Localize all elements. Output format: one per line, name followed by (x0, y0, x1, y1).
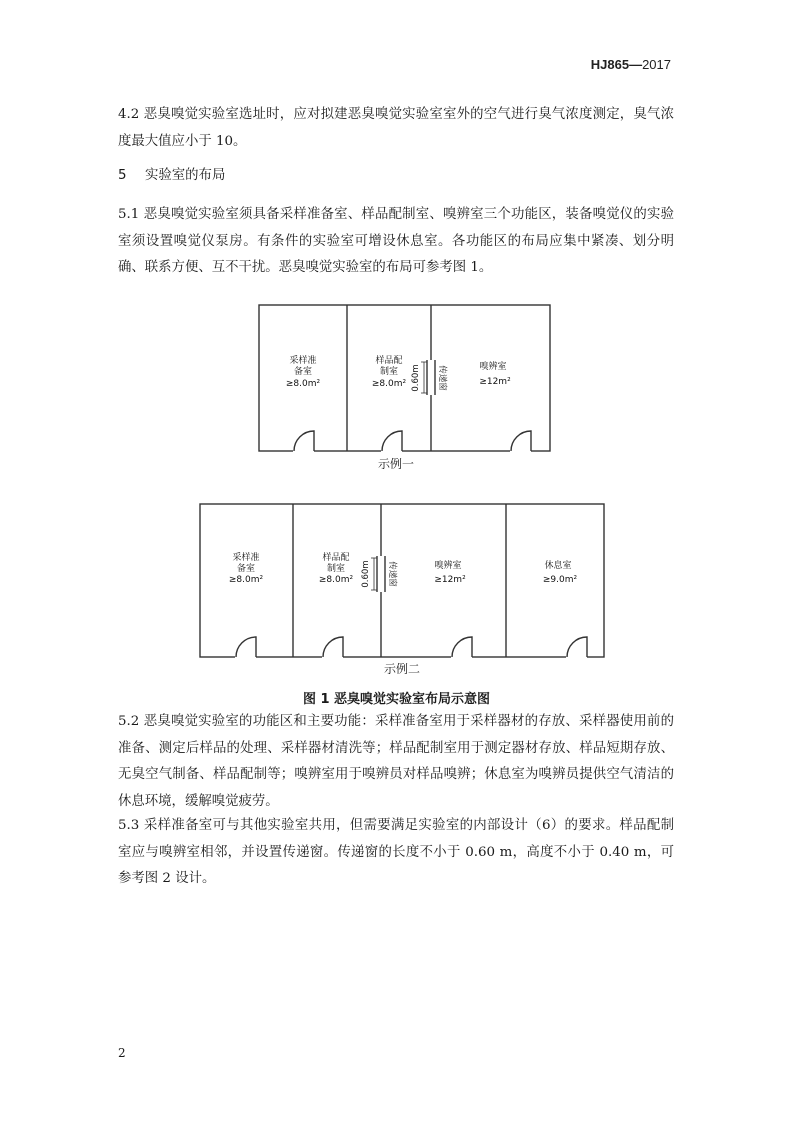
room-label: 采样准 (232, 553, 260, 563)
header-dash: — (629, 57, 643, 72)
page-number: 2 (118, 1046, 126, 1060)
room-area: ≥9.0m² (542, 575, 578, 585)
figure-caption: 图 1 恶臭嗅觉实验室布局示意图 (302, 692, 491, 707)
room-area: ≥8.0m² (285, 379, 321, 389)
paragraph-5-2: 5.2 恶臭嗅觉实验室的功能区和主要功能：采样准备室用于采样器材的存放、采样器使用前的准备、测定后样品的处理、采样器材清洗等；样品配制室用于测定器材存放、样品短期存放、无臭空气制备、样品配制等；嗅辨室用于嗅辨员对样品嗅辨；休息室为嗅辨员提供空气清洁的休息环境，缓解嗅觉疲劳。 (118, 714, 674, 809)
room-label: 制室 (326, 564, 346, 574)
room-area: ≥8.0m² (318, 575, 354, 585)
room-label: 样品配 (375, 356, 403, 366)
room-label: 制室 (379, 367, 399, 377)
room-label: 备室 (236, 564, 256, 574)
room-label: 休息室 (544, 561, 572, 571)
door-icon (323, 637, 343, 657)
room-area: ≥8.0m² (371, 379, 407, 389)
example1-label: 示例一 (377, 457, 414, 471)
paragraph-5-1: 5.1 恶臭嗅觉实验室须具备采样准备室、样品配制室、嗅辨室三个功能区，装备嗅觉仪的实验室须设置嗅觉仪泵房。有条件的实验室可增设休息室。各功能区的布局应集中紧凑、划分明确、联系方便、互不干扰。恶臭嗅觉实验室的布局可参考图 1。 (118, 207, 674, 275)
room-label: 嗅辨室 (434, 561, 462, 571)
window-label: 传递窗 (387, 561, 397, 587)
standard-year: 2017 (642, 57, 671, 72)
room-label: 采样准 (289, 356, 317, 366)
section-number: 5 (118, 168, 127, 183)
window-label: 传递窗 (437, 365, 447, 391)
window-size-label: 0.60m (411, 364, 421, 392)
room-area: ≥8.0m² (228, 575, 264, 585)
door-icon (294, 431, 314, 451)
room-label: 嗅辨室 (479, 362, 507, 372)
room-label: 样品配 (322, 553, 350, 563)
window-size-label: 0.60m (361, 560, 371, 588)
door-icon (452, 637, 472, 657)
room-area: ≥12m² (479, 377, 511, 387)
door-icon (236, 637, 256, 657)
room-label: 备室 (293, 367, 313, 377)
room-area: ≥12m² (434, 575, 466, 585)
standard-code: HJ865 (590, 57, 630, 72)
door-icon (567, 637, 587, 657)
door-icon (382, 431, 402, 451)
section-title: 实验室的布局 (145, 168, 226, 183)
paragraph-5-3: 5.3 采样准备室可与其他实验室共用，但需要满足实验室的内部设计（6）的要求。样品配制室应与嗅辨室相邻，并设置传递窗。传递窗的长度不小于 0.60 m，高度不小于 0.40 m，可参考图 2 设计。 (118, 818, 674, 886)
example2-label: 示例二 (383, 662, 420, 676)
paragraph-4-2: 4.2 恶臭嗅觉实验室选址时，应对拟建恶臭嗅觉实验室室外的空气进行臭气浓度测定，臭气浓度最大值应小于 10。 (118, 107, 674, 149)
door-icon (511, 431, 531, 451)
